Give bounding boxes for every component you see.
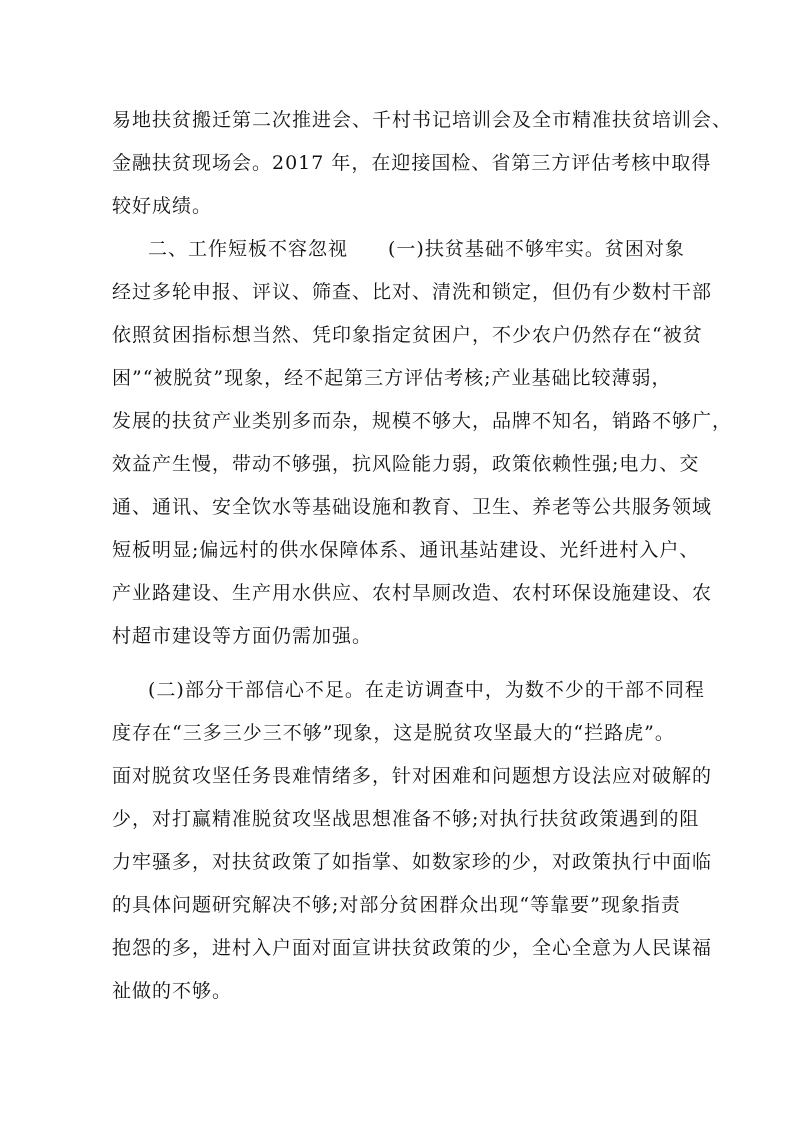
text-line: 度存在“三多三少三不够”现象，这是脱贫攻坚最大的“拦路虎”。 [112,722,675,744]
text-line: 困”“被脱贫”现象，经不起第三方评估考核;产业基础比较薄弱， [112,367,672,389]
text-line: (二)部分干部信心不足。在走访调查中，为数不少的干部不同程 [148,679,705,701]
text-line: 抱怨的多，进村入户面对面宣讲扶贫政策的少，全心全意为人民谋福 [112,937,713,959]
text-line: 力牢骚多，对扶贫政策了如指掌、如数家珍的少，对政策执行中面临 [112,851,713,873]
text-line: 发展的扶贫产业类别多而杂，规模不够大，品牌不知名，销路不够广， [112,410,733,432]
text-line: 产业路建设、生产用水供应、农村旱厕改造、农村环保设施建设、农 [112,582,713,604]
text-line: 较好成绩。 [112,195,213,217]
text-line: 少，对打赢精准脱贫攻坚战思想准备不够;对执行扶贫政策遇到的阻 [112,808,700,830]
text-line: 依照贫困指标想当然、凭印象指定贫困户，不少农户仍然存在“被贫 [112,324,703,346]
text-line: 金融扶贫现场会。2017 年，在迎接国检、省第三方评估考核中取得 [112,152,712,174]
text-line: 易地扶贫搬迁第二次推进会、千村书记培训会及全市精准扶贫培训会、 [112,109,733,131]
text-line: 面对脱贫攻坚任务畏难情绪多，针对困难和问题想方设法应对破解的 [112,765,713,787]
text-line: 二、工作短板不容忽视 (一)扶贫基础不够牢实。贫困对象 [148,238,685,260]
text-line: 通、通讯、安全饮水等基础设施和教育、卫生、养老等公共服务领域 [112,496,713,518]
text-line: 的具体问题研究解决不够;对部分贫困群众出现“等靠要”现象指责 [112,894,681,916]
text-line: 祉做的不够。 [112,980,233,1002]
text-line: 村超市建设等方面仍需加强。 [112,625,373,647]
text-line: 经过多轮申报、评议、筛查、比对、清洗和锁定，但仍有少数村干部 [112,281,713,303]
text-line: 短板明显;偏远村的供水保障体系、通讯基站建设、光纤进村入户、 [112,539,700,561]
text-line: 效益产生慢，带动不够强，抗风险能力弱，政策依赖性强;电力、交 [112,453,700,475]
